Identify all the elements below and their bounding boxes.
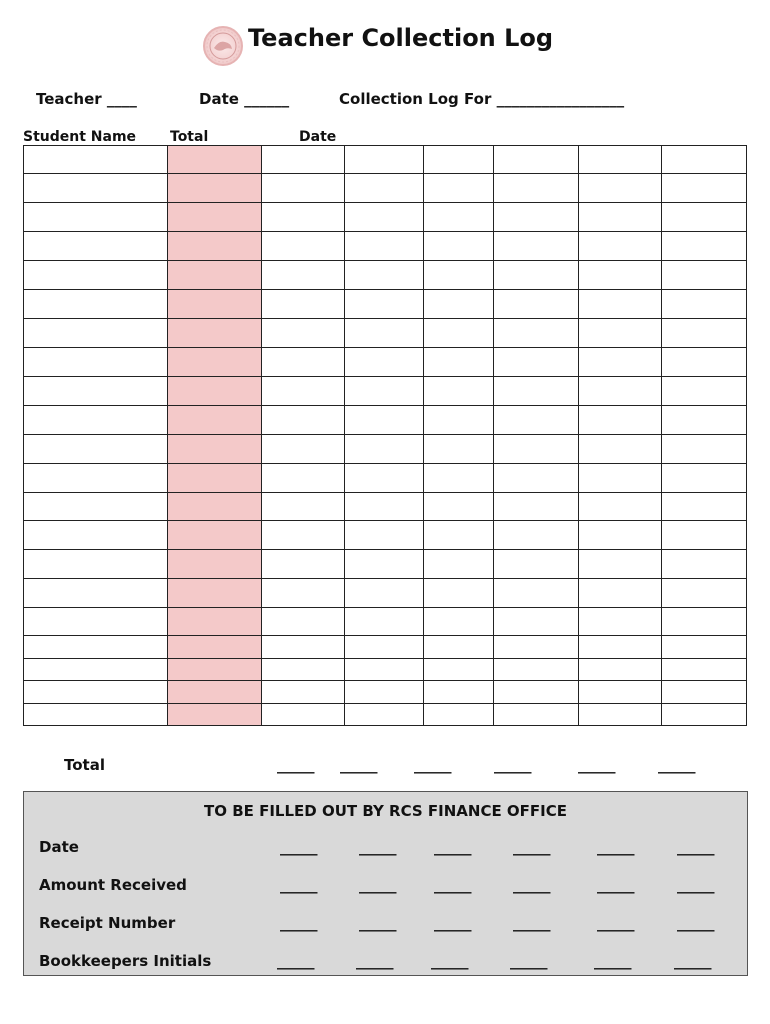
date-amount-cell[interactable]	[424, 521, 494, 550]
date-amount-cell[interactable]	[345, 579, 424, 608]
date-amount-cell[interactable]	[345, 608, 424, 636]
finance-date-blank[interactable]: _____	[280, 838, 318, 856]
student-name-cell[interactable]	[24, 550, 168, 579]
student-name-cell[interactable]	[24, 435, 168, 464]
teacher-field[interactable]: Teacher ____	[36, 90, 137, 108]
date-amount-cell[interactable]	[262, 203, 345, 232]
table-row	[24, 406, 747, 435]
total-cell[interactable]	[168, 290, 262, 319]
date-amount-cell[interactable]	[424, 681, 494, 704]
date-amount-cell[interactable]	[494, 377, 579, 406]
date-amount-cell[interactable]	[262, 579, 345, 608]
school-seal-icon	[203, 26, 243, 66]
date-amount-cell[interactable]	[494, 636, 579, 659]
table-row	[24, 464, 747, 493]
total-cell[interactable]	[168, 493, 262, 521]
date-amount-cell[interactable]	[579, 579, 662, 608]
total-label: Total	[64, 756, 105, 774]
finance-date-blank[interactable]: _____	[597, 838, 635, 856]
total-cell[interactable]	[168, 636, 262, 659]
date-amount-cell[interactable]	[424, 659, 494, 681]
date-amount-cell[interactable]	[494, 203, 579, 232]
date-amount-cell[interactable]	[345, 348, 424, 377]
student-name-cell[interactable]	[24, 377, 168, 406]
date-amount-cell[interactable]	[494, 232, 579, 261]
date-amount-cell[interactable]	[662, 146, 747, 174]
collection-log-for-field[interactable]: Collection Log For _________________	[339, 90, 625, 108]
total-blank[interactable]: _____	[494, 756, 532, 774]
student-name-cell[interactable]	[24, 493, 168, 521]
date-amount-cell[interactable]	[262, 232, 345, 261]
table-row	[24, 203, 747, 232]
date-amount-cell[interactable]	[579, 608, 662, 636]
student-name-cell[interactable]	[24, 659, 168, 681]
total-cell[interactable]	[168, 319, 262, 348]
student-name-cell[interactable]	[24, 203, 168, 232]
date-amount-cell[interactable]	[345, 232, 424, 261]
date-amount-cell[interactable]	[579, 174, 662, 203]
amount-received-blank[interactable]: _____	[359, 876, 397, 894]
date-amount-cell[interactable]	[494, 435, 579, 464]
date-amount-cell[interactable]	[345, 550, 424, 579]
finance-office-title: TO BE FILLED OUT BY RCS FINANCE OFFICE	[203, 802, 568, 820]
receipt-number-blank[interactable]: _____	[513, 914, 551, 932]
date-amount-cell[interactable]	[424, 319, 494, 348]
total-header: Total	[170, 129, 209, 145]
date-amount-cell[interactable]	[494, 704, 579, 726]
date-amount-cell[interactable]	[579, 659, 662, 681]
date-amount-cell[interactable]	[262, 521, 345, 550]
date-amount-cell[interactable]	[345, 377, 424, 406]
date-amount-cell[interactable]	[262, 659, 345, 681]
table-row	[24, 704, 747, 726]
date-amount-cell[interactable]	[494, 146, 579, 174]
date-amount-cell[interactable]	[345, 146, 424, 174]
date-amount-cell[interactable]	[424, 464, 494, 493]
receipt-number-label: Receipt Number	[39, 914, 176, 932]
date-field[interactable]: Date ______	[199, 90, 290, 108]
finance-date-label: Date	[39, 838, 79, 856]
date-amount-cell[interactable]	[662, 550, 747, 579]
amount-received-label: Amount Received	[39, 876, 187, 894]
date-amount-cell[interactable]	[424, 290, 494, 319]
date-amount-cell[interactable]	[345, 261, 424, 290]
bookkeepers-initials-blank[interactable]: _____	[594, 952, 632, 970]
table-row	[24, 435, 747, 464]
date-amount-cell[interactable]	[662, 377, 747, 406]
date-amount-cell[interactable]	[662, 435, 747, 464]
date-amount-cell[interactable]	[662, 174, 747, 203]
finance-date-blank[interactable]: _____	[359, 838, 397, 856]
bookkeepers-initials-blank[interactable]: _____	[674, 952, 712, 970]
receipt-number-blank[interactable]: _____	[434, 914, 472, 932]
student-name-header: Student Name	[23, 129, 137, 145]
date-amount-cell[interactable]	[662, 319, 747, 348]
date-amount-cell[interactable]	[579, 377, 662, 406]
receipt-number-blank[interactable]: _____	[597, 914, 635, 932]
date-amount-cell[interactable]	[262, 319, 345, 348]
date-amount-cell[interactable]	[494, 550, 579, 579]
date-amount-cell[interactable]	[262, 435, 345, 464]
date-amount-cell[interactable]	[494, 464, 579, 493]
total-cell[interactable]	[168, 261, 262, 290]
date-amount-cell[interactable]	[579, 435, 662, 464]
total-cell[interactable]	[168, 146, 262, 174]
date-amount-cell[interactable]	[494, 608, 579, 636]
date-amount-cell[interactable]	[579, 232, 662, 261]
date-amount-cell[interactable]	[262, 493, 345, 521]
date-amount-cell[interactable]	[424, 146, 494, 174]
total-cell[interactable]	[168, 232, 262, 261]
date-amount-cell[interactable]	[424, 608, 494, 636]
finance-date-blank[interactable]: _____	[434, 838, 472, 856]
total-cell[interactable]	[168, 464, 262, 493]
total-cell[interactable]	[168, 579, 262, 608]
date-amount-cell[interactable]	[262, 704, 345, 726]
table-row	[24, 146, 747, 174]
date-amount-cell[interactable]	[579, 406, 662, 435]
student-name-cell[interactable]	[24, 319, 168, 348]
total-cell[interactable]	[168, 681, 262, 704]
student-name-cell[interactable]	[24, 608, 168, 636]
total-cell[interactable]	[168, 521, 262, 550]
date-amount-cell[interactable]	[345, 319, 424, 348]
date-amount-cell[interactable]	[662, 261, 747, 290]
student-name-cell[interactable]	[24, 521, 168, 550]
receipt-number-blank[interactable]: _____	[677, 914, 715, 932]
amount-received-blank[interactable]: _____	[677, 876, 715, 894]
date-amount-cell[interactable]	[494, 319, 579, 348]
total-blank[interactable]: _____	[340, 756, 378, 774]
date-amount-cell[interactable]	[345, 203, 424, 232]
date-amount-cell[interactable]	[262, 290, 345, 319]
total-blank[interactable]: _____	[277, 756, 315, 774]
date-amount-cell[interactable]	[262, 406, 345, 435]
date-amount-cell[interactable]	[662, 348, 747, 377]
student-name-cell[interactable]	[24, 464, 168, 493]
date-amount-cell[interactable]	[262, 636, 345, 659]
date-amount-cell[interactable]	[345, 659, 424, 681]
table-row	[24, 174, 747, 203]
student-name-cell[interactable]	[24, 579, 168, 608]
date-amount-cell[interactable]	[345, 521, 424, 550]
date-amount-cell[interactable]	[579, 521, 662, 550]
date-amount-cell[interactable]	[424, 493, 494, 521]
date-amount-cell[interactable]	[345, 493, 424, 521]
bookkeepers-initials-blank[interactable]: _____	[356, 952, 394, 970]
amount-received-blank[interactable]: _____	[597, 876, 635, 894]
page-title: Teacher Collection Log	[248, 24, 554, 52]
date-amount-cell[interactable]	[262, 348, 345, 377]
student-name-cell[interactable]	[24, 146, 168, 174]
date-amount-cell[interactable]	[424, 406, 494, 435]
total-cell[interactable]	[168, 348, 262, 377]
amount-received-blank[interactable]: _____	[280, 876, 318, 894]
student-name-cell[interactable]	[24, 636, 168, 659]
date-amount-cell[interactable]	[494, 681, 579, 704]
date-header: Date	[299, 129, 337, 145]
date-amount-cell[interactable]	[262, 174, 345, 203]
total-cell[interactable]	[168, 174, 262, 203]
date-amount-cell[interactable]	[662, 704, 747, 726]
date-amount-cell[interactable]	[345, 636, 424, 659]
date-amount-cell[interactable]	[424, 550, 494, 579]
date-amount-cell[interactable]	[262, 146, 345, 174]
date-amount-cell[interactable]	[662, 493, 747, 521]
total-cell[interactable]	[168, 608, 262, 636]
date-amount-cell[interactable]	[662, 203, 747, 232]
collection-grid	[23, 145, 747, 726]
student-name-cell[interactable]	[24, 406, 168, 435]
date-amount-cell[interactable]	[494, 348, 579, 377]
bookkeepers-initials-label: Bookkeepers Initials	[39, 952, 212, 970]
date-amount-cell[interactable]	[424, 435, 494, 464]
date-amount-cell[interactable]	[494, 406, 579, 435]
table-row	[24, 681, 747, 704]
date-amount-cell[interactable]	[345, 464, 424, 493]
table-row	[24, 636, 747, 659]
date-amount-cell[interactable]	[424, 704, 494, 726]
date-amount-cell[interactable]	[424, 232, 494, 261]
total-blank[interactable]: _____	[414, 756, 452, 774]
date-amount-cell[interactable]	[579, 636, 662, 659]
date-amount-cell[interactable]	[662, 232, 747, 261]
total-cell[interactable]	[168, 550, 262, 579]
table-row	[24, 290, 747, 319]
date-amount-cell[interactable]	[579, 261, 662, 290]
date-amount-cell[interactable]	[262, 464, 345, 493]
date-amount-cell[interactable]	[424, 203, 494, 232]
date-amount-cell[interactable]	[424, 377, 494, 406]
table-row	[24, 232, 747, 261]
date-amount-cell[interactable]	[424, 348, 494, 377]
student-name-cell[interactable]	[24, 704, 168, 726]
date-amount-cell[interactable]	[345, 290, 424, 319]
date-amount-cell[interactable]	[345, 435, 424, 464]
date-amount-cell[interactable]	[662, 464, 747, 493]
student-name-cell[interactable]	[24, 348, 168, 377]
table-row	[24, 348, 747, 377]
date-amount-cell[interactable]	[494, 493, 579, 521]
student-name-cell[interactable]	[24, 261, 168, 290]
total-cell[interactable]	[168, 406, 262, 435]
student-name-cell[interactable]	[24, 232, 168, 261]
table-row	[24, 493, 747, 521]
date-amount-cell[interactable]	[579, 348, 662, 377]
table-row	[24, 319, 747, 348]
date-amount-cell[interactable]	[662, 681, 747, 704]
student-name-cell[interactable]	[24, 681, 168, 704]
student-name-cell[interactable]	[24, 174, 168, 203]
date-amount-cell[interactable]	[345, 406, 424, 435]
date-amount-cell[interactable]	[494, 261, 579, 290]
table-row	[24, 550, 747, 579]
bookkeepers-initials-blank[interactable]: _____	[277, 952, 315, 970]
table-row	[24, 608, 747, 636]
finance-date-blank[interactable]: _____	[677, 838, 715, 856]
date-amount-cell[interactable]	[579, 146, 662, 174]
date-amount-cell[interactable]	[662, 636, 747, 659]
date-amount-cell[interactable]	[662, 659, 747, 681]
date-amount-cell[interactable]	[579, 319, 662, 348]
amount-received-blank[interactable]: _____	[434, 876, 472, 894]
total-cell[interactable]	[168, 203, 262, 232]
date-amount-cell[interactable]	[494, 174, 579, 203]
date-amount-cell[interactable]	[579, 464, 662, 493]
date-amount-cell[interactable]	[579, 203, 662, 232]
student-name-cell[interactable]	[24, 290, 168, 319]
total-cell[interactable]	[168, 435, 262, 464]
finance-date-blank[interactable]: _____	[513, 838, 551, 856]
bookkeepers-initials-blank[interactable]: _____	[431, 952, 469, 970]
date-amount-cell[interactable]	[579, 290, 662, 319]
total-blank[interactable]: _____	[658, 756, 696, 774]
total-cell[interactable]	[168, 377, 262, 406]
table-row	[24, 377, 747, 406]
date-amount-cell[interactable]	[262, 681, 345, 704]
date-amount-cell[interactable]	[424, 636, 494, 659]
total-blank[interactable]: _____	[578, 756, 616, 774]
date-amount-cell[interactable]	[494, 659, 579, 681]
date-amount-cell[interactable]	[662, 406, 747, 435]
date-amount-cell[interactable]	[494, 521, 579, 550]
date-amount-cell[interactable]	[579, 704, 662, 726]
date-amount-cell[interactable]	[579, 550, 662, 579]
table-row	[24, 579, 747, 608]
bookkeepers-initials-blank[interactable]: _____	[510, 952, 548, 970]
finance-office-box	[23, 791, 748, 976]
date-amount-cell[interactable]	[662, 521, 747, 550]
date-amount-cell[interactable]	[262, 261, 345, 290]
date-amount-cell[interactable]	[345, 174, 424, 203]
date-amount-cell[interactable]	[579, 681, 662, 704]
date-amount-cell[interactable]	[662, 579, 747, 608]
date-amount-cell[interactable]	[662, 608, 747, 636]
receipt-number-blank[interactable]: _____	[280, 914, 318, 932]
date-amount-cell[interactable]	[662, 290, 747, 319]
date-amount-cell[interactable]	[579, 493, 662, 521]
receipt-number-blank[interactable]: _____	[359, 914, 397, 932]
table-row	[24, 659, 747, 681]
date-amount-cell[interactable]	[494, 290, 579, 319]
total-cell[interactable]	[168, 659, 262, 681]
amount-received-blank[interactable]: _____	[513, 876, 551, 894]
date-amount-cell[interactable]	[262, 550, 345, 579]
table-row	[24, 261, 747, 290]
date-amount-cell[interactable]	[262, 377, 345, 406]
date-amount-cell[interactable]	[262, 608, 345, 636]
total-cell[interactable]	[168, 704, 262, 726]
date-amount-cell[interactable]	[424, 579, 494, 608]
date-amount-cell[interactable]	[424, 174, 494, 203]
date-amount-cell[interactable]	[345, 681, 424, 704]
date-amount-cell[interactable]	[345, 704, 424, 726]
table-row	[24, 521, 747, 550]
date-amount-cell[interactable]	[424, 261, 494, 290]
date-amount-cell[interactable]	[494, 579, 579, 608]
